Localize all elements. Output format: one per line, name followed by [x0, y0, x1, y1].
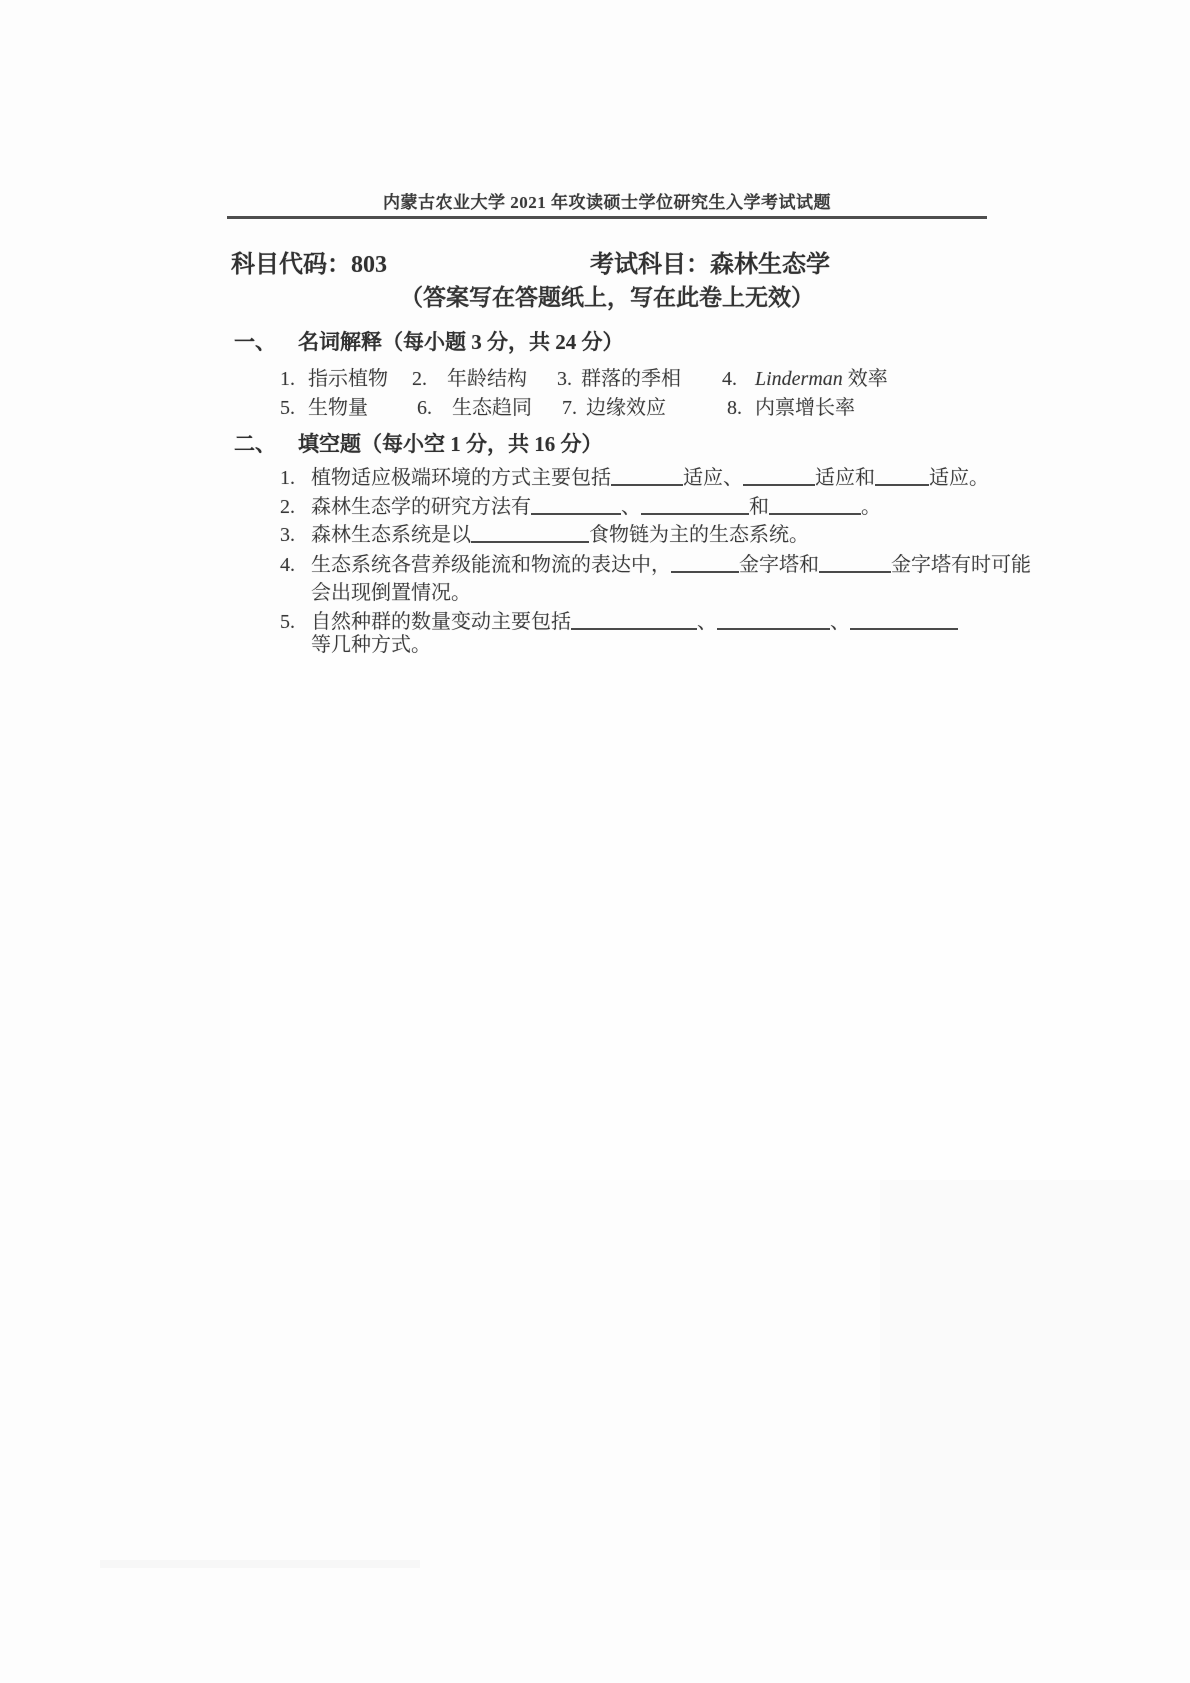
header-divider [227, 216, 987, 219]
item-number: 3. [280, 524, 295, 546]
blank-line [875, 462, 929, 486]
item-text: 金字塔和 [739, 554, 819, 576]
section-two-number: 二、 [234, 432, 276, 456]
fill-item-4 [280, 548, 1031, 577]
term-number: 1. [280, 368, 295, 390]
term-number: 5. [280, 397, 295, 419]
item-text: 适应和 [815, 467, 875, 489]
scan-shading [230, 640, 1190, 1180]
term-4 [722, 362, 888, 391]
fill-item-3 [280, 518, 809, 547]
term-label: 边缘效应 [586, 397, 666, 419]
blank-line [611, 462, 683, 486]
answer-note: （答案写在答题纸上，写在此卷上无效） [400, 285, 814, 310]
blank-line [743, 462, 815, 486]
cutoff-partial-line [311, 628, 611, 656]
blank-line [571, 606, 697, 630]
term-label: 生物量 [308, 397, 368, 419]
item-text: 和 [749, 496, 769, 518]
item-text: 自然种群的数量变动主要包括 [311, 611, 571, 633]
term-3 [557, 362, 681, 391]
item-text: 、 [621, 496, 641, 518]
section-two-heading [234, 428, 603, 458]
term-number: 3. [557, 368, 572, 390]
item-text: 、 [697, 611, 717, 633]
term-5 [280, 391, 368, 420]
item-text: 食物链为主的生态系统。 [589, 524, 809, 546]
term-number: 6. [417, 397, 432, 419]
term-2 [412, 362, 527, 391]
term-label-latin: Linderman [755, 368, 843, 390]
blank-line [671, 549, 739, 573]
term-number: 2. [412, 368, 427, 390]
term-label: 生态趋同 [452, 397, 532, 419]
blank-line [641, 491, 749, 515]
exam-subject: 考试科目：森林生态学 [590, 252, 830, 278]
term-number: 8. [727, 397, 742, 419]
page-title: 内蒙古农业大学 2021 年攻读硕士学位研究生入学考试试题 [383, 193, 831, 212]
term-number: 4. [722, 368, 737, 390]
item-text: 、 [830, 611, 850, 633]
fill-item-1 [280, 461, 989, 490]
item-number: 5. [280, 611, 295, 633]
item-number: 4. [280, 554, 295, 576]
blank-line [471, 519, 589, 543]
item-text: 森林生态系统是以 [311, 524, 471, 546]
term-7 [562, 391, 666, 420]
section-one-heading [234, 326, 624, 356]
term-6 [417, 391, 532, 420]
item-text: 植物适应极端环境的方式主要包括 [311, 467, 611, 489]
term-label: 指示植物 [308, 368, 388, 390]
blank-line [717, 606, 830, 630]
fill-item-4-line2 [311, 576, 471, 605]
section-one-title: 名词解释（每小题 3 分，共 24 分） [298, 330, 624, 354]
term-label: 内禀增长率 [755, 397, 855, 419]
term-8 [727, 391, 855, 420]
item-text: 森林生态学的研究方法有 [311, 496, 531, 518]
item-text: 会出现倒置情况。 [311, 582, 471, 604]
scan-shading [100, 1560, 420, 1568]
item-number: 1. [280, 467, 295, 489]
item-text: 。 [861, 496, 881, 518]
term-number: 7. [562, 397, 577, 419]
term-label: 效率 [847, 368, 888, 390]
subject-code: 科目代码：803 [231, 252, 387, 278]
item-number: 2. [280, 496, 295, 518]
fill-item-2 [280, 490, 881, 519]
item-text: 金字塔有时可能 [891, 554, 1031, 576]
term-1 [280, 362, 388, 391]
blank-line [769, 491, 861, 515]
item-text: 适应、 [683, 467, 743, 489]
item-text: 生态系统各营养级能流和物流的表达中， [311, 554, 671, 576]
item-text: 适应。 [929, 467, 989, 489]
item-text-cutoff: 等几种方式。 [311, 634, 431, 656]
term-label: 群落的季相 [581, 368, 681, 390]
blank-line [531, 491, 621, 515]
term-label: 年龄结构 [447, 368, 527, 390]
blank-line [850, 606, 958, 630]
section-two-title: 填空题（每小空 1 分，共 16 分） [298, 432, 603, 456]
section-one-number: 一、 [234, 330, 276, 354]
blank-line [819, 549, 891, 573]
scan-shading [880, 1180, 1190, 1570]
